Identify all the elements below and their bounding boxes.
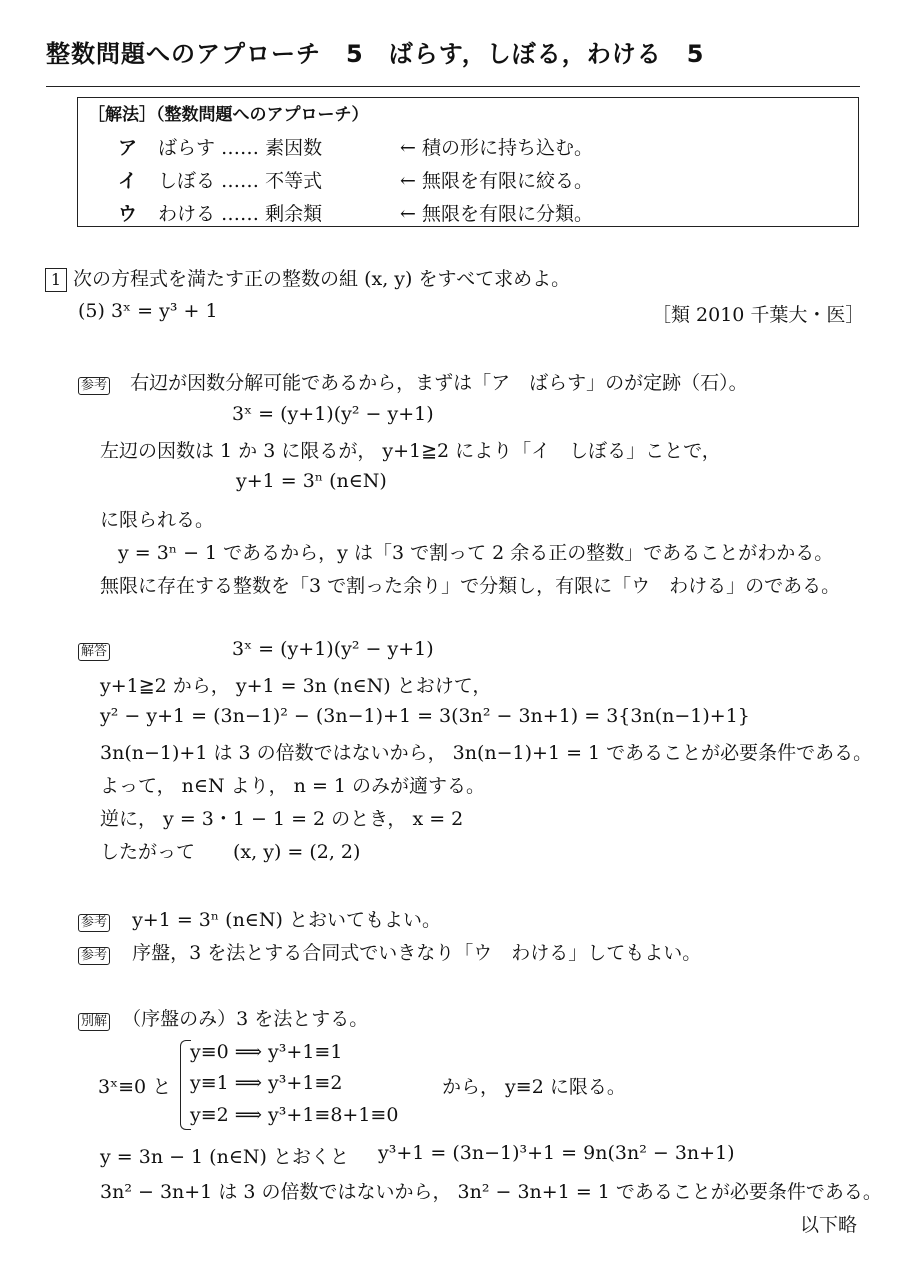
note-tag: 参考	[78, 914, 110, 932]
method-note-u: ← 無限を有限に分類。	[400, 203, 593, 225]
answer-line: よって， n∈N より， n = 1 のみが適する。	[100, 775, 486, 797]
method-mark-i: イ	[118, 170, 138, 192]
answer-tag: 解答	[78, 643, 110, 661]
problem-sub: (5) 3ˣ = y³ + 1	[78, 300, 218, 322]
answer-line: したがって (x, y) = (2, 2)	[100, 841, 361, 863]
alt-line: 3n² − 3n+1 は 3 の倍数ではないから， 3n² − 3n+1 = 1 であることが必要条件である。	[100, 1181, 882, 1203]
alt-left: 3ˣ≡0 と	[98, 1076, 172, 1098]
note1-line: 右辺が因数分解可能であるから，まずは「ア ばらす」のが定跡（石）。	[130, 372, 748, 394]
title-rule	[46, 86, 860, 87]
note-tag: 参考	[78, 377, 110, 395]
answer-line: 3n(n−1)+1 は 3 の倍数ではないから， 3n(n−1)+1 = 1 であることが必要条件である。	[100, 742, 873, 764]
method-mark-a: ア	[118, 137, 138, 159]
alt-right: から， y≡2 に限る。	[442, 1076, 626, 1098]
problem-source: ［類 2010 千葉大・医］	[652, 304, 865, 326]
method-box-heading: ［解法］（整数問題へのアプローチ）	[88, 105, 369, 125]
answer-formula: 3ˣ = (y+1)(y² − y+1)	[232, 638, 434, 660]
alt-case: y≡1 ⟹ y³+1≡2	[190, 1072, 343, 1094]
method-note-i: ← 無限を有限に絞る。	[400, 170, 593, 192]
note1-first-line	[78, 368, 748, 395]
alt-line: y = 3n − 1 (n∈N) とおくと	[100, 1146, 349, 1168]
end-note: 以下略	[800, 1214, 858, 1236]
alt-first-line	[78, 1004, 368, 1031]
method-name-u: わける …… 剰余類	[158, 203, 323, 225]
alt-tag: 別解	[78, 1013, 110, 1031]
answer-line: y+1≧2 から， y+1 = 3n (n∈N) とおけて，	[100, 675, 492, 697]
alt-head: （序盤のみ）3 を法とする。	[122, 1008, 369, 1030]
note2-text: y+1 = 3ⁿ (n∈N) とおいてもよい。	[132, 909, 441, 931]
note2-line	[78, 905, 441, 932]
alt-formula: y³+1 = (3n−1)³+1 = 9n(3n² − 3n+1)	[378, 1142, 735, 1164]
alt-case: y≡2 ⟹ y³+1≡8+1≡0	[190, 1104, 399, 1126]
note1-line: に限られる。	[100, 509, 215, 531]
page-title: 整数問題へのアプローチ 5 ばらす，しぼる，わける 5	[46, 40, 705, 68]
answer-formula: y² − y+1 = (3n−1)² − (3n−1)+1 = 3(3n² − 3n+1) = 3{3n(n−1)+1}	[100, 705, 750, 727]
method-note-a: ← 積の形に持ち込む。	[400, 137, 593, 159]
problem-line	[45, 264, 570, 292]
problem-statement: 次の方程式を満たす正の整数の組 (x, y) をすべて求めよ。	[73, 268, 571, 290]
note1-line: 左辺の因数は 1 か 3 に限るが， y+1≧2 により「イ しぼる」ことで，	[100, 440, 721, 462]
note-tag: 参考	[78, 947, 110, 965]
method-mark-u: ウ	[118, 203, 138, 225]
note1-line: 無限に存在する整数を「3 で割った余り」で分類し，有限に「ウ わける」のである。	[100, 575, 841, 597]
method-name-a: ばらす …… 素因数	[158, 137, 323, 159]
problem-number: 1	[45, 268, 67, 292]
note1-line: y = 3ⁿ − 1 であるから，y は「3 で割って 2 余る正の整数」であることがわかる。	[118, 542, 834, 564]
answer-first-line	[78, 638, 110, 661]
method-name-i: しぼる …… 不等式	[158, 170, 323, 192]
note3-line	[78, 938, 701, 965]
note1-formula: 3ˣ = (y+1)(y² − y+1)	[232, 403, 434, 425]
answer-line: 逆に， y = 3・1 − 1 = 2 のとき， x = 2	[100, 808, 464, 830]
note1-formula: y+1 = 3ⁿ (n∈N)	[236, 470, 387, 492]
note3-text: 序盤，3 を法とする合同式でいきなり「ウ わける」してもよい。	[132, 942, 702, 964]
alt-case: y≡0 ⟹ y³+1≡1	[190, 1041, 343, 1063]
